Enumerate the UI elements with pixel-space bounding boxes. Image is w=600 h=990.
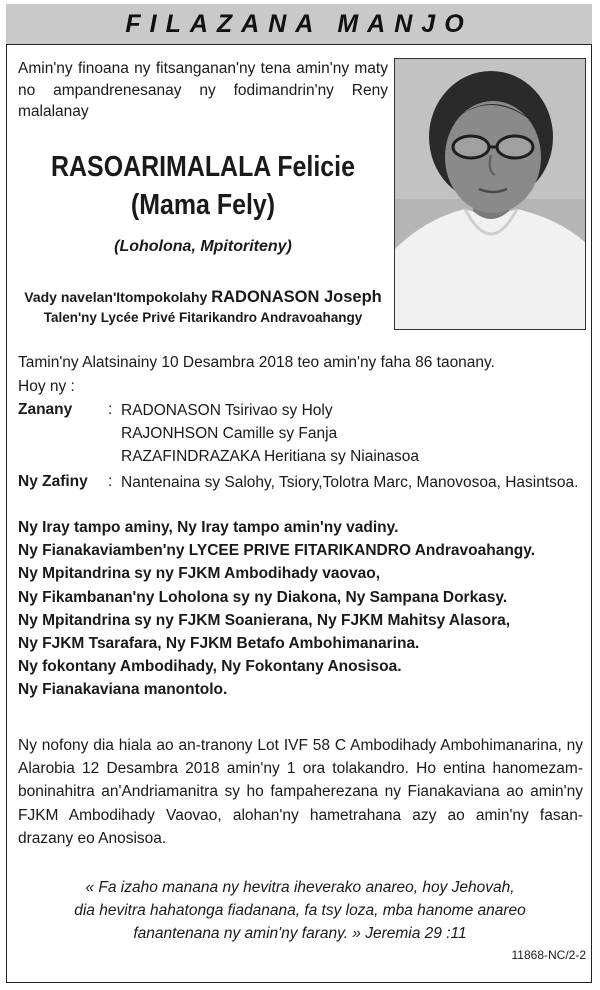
grandchildren-label: Ny Zafiny: [18, 473, 88, 490]
grandchildren-colon: :: [108, 473, 113, 490]
intro-text: Amin'ny finoana ny fitsanganan'ny tena amin'ny maty no ampandrenesanay ny fodimandrin'ny Reny malalanay: [18, 60, 388, 120]
family-intro: Hoy ny :: [18, 378, 75, 395]
deceased-nickname: (Mama Fely): [130, 189, 276, 221]
notice-header: [6, 4, 592, 45]
children-list: [121, 399, 419, 468]
quote-line: fanantenana ny amin'ny farany. » Jeremia 29 :11: [133, 925, 467, 942]
mourners-list: [18, 516, 588, 702]
death-notice: Tamin'ny Alatsinainy 10 Desambra 2018 teo amin'ny faha 86 taonany.: [18, 354, 495, 371]
list-item: Ny Mpitandrina sy ny FJKM Soanierana, Ny FJKM Mahitsy Alasora,: [18, 611, 511, 629]
list-item: Ny FJKM Tsarafara, Ny FJKM Betafo Ambohimanarina.: [18, 635, 420, 653]
deceased-name: [44, 148, 362, 224]
spouse-line: [18, 288, 388, 307]
list-item: Ny Fianakaviana manontolo.: [18, 681, 228, 699]
deceased-name-line1: RASOARIMALALA Felicie: [51, 151, 355, 183]
list-item: Ny Fianakaviamben'ny LYCEE PRIVE FITARIKANDRO Andravoahangy.: [18, 542, 536, 560]
list-item: RADONASON Tsirivao sy Holy: [121, 402, 333, 419]
spouse-name: RADONASON Joseph: [211, 288, 382, 306]
children-label: Zanany: [18, 401, 73, 418]
spouse-prefix: Vady navelan'Itompokolahy: [24, 289, 208, 305]
funeral-details: Ny nofony dia hiala ao an-tranony Lot IVF 58 C Ambodihady Ambohimanarina, ny Alarobia 12 Desambra 2018 amin'ny 1 ora tolakandro. Ho entina hanomezam-boninahitra an'Andriamanitra sy ho fampaherezana ny Fianakaviana ao amin'ny FJKM Ambodihady Vaovao, alohan'ny hametrahana azy ao amin'ny fasan-drazany eo Anosisoa.: [18, 737, 583, 847]
list-item: Ny Fikambanan'ny Loholona sy ny Diakona, Ny Sampana Dorkasy.: [18, 588, 508, 606]
spouse-role: Talen'ny Lycée Privé Fitarikandro Andravoahangy: [43, 310, 363, 325]
reference-code: 11868-NC/2-2: [511, 948, 586, 962]
list-item: RAZAFINDRAZAKA Heritiana sy Niainasoa: [121, 448, 420, 465]
children-colon: :: [108, 401, 113, 418]
list-item: Ny Mpitandrina sy ny FJKM Ambodihady vaovao,: [18, 565, 381, 583]
list-item: Ny fokontany Ambodihady, Ny Fokontany Anosisoa.: [18, 658, 402, 676]
quote-line: « Fa izaho manana ny hevitra iheverako anareo, hoy Jehovah,: [85, 879, 515, 896]
list-item: RAJONHSON Camille sy Fanja: [121, 425, 338, 442]
notice-title: FILAZANA MANJO: [125, 9, 473, 38]
list-item: Ny Iray tampo aminy, Ny Iray tampo amin'ny vadiny.: [18, 519, 399, 536]
scripture-quote: [40, 876, 560, 945]
quote-line: dia hevitra hahatonga fiadanana, fa tsy loza, mba hanome anareo: [74, 902, 526, 919]
deceased-titles: (Loholona, Mpitoriteny): [114, 238, 292, 255]
deceased-portrait: [394, 58, 586, 330]
grandchildren-text: Nantenaina sy Salohy, Tsiory,Tolotra Marc, Manovosoa, Hasintsoa.: [121, 474, 579, 491]
